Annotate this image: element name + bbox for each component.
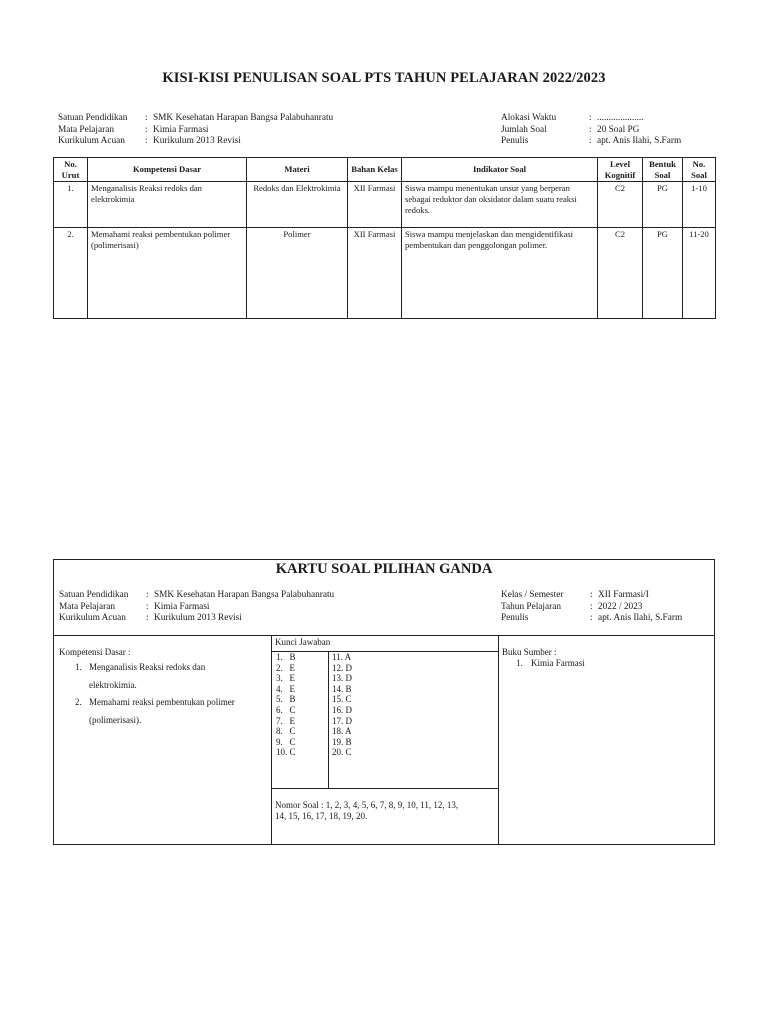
kisi-meta-right: Alokasi Waktu : .................... Jumlah Soal : 20 Soal PG Penulis : apt. Anis Ilahi, S.Farm (501, 113, 682, 146)
column-header: Bentuk Soal (643, 158, 683, 182)
meta-label: Penulis (501, 613, 529, 623)
kunci-right-column (332, 652, 352, 758)
meta-value: SMK Kesehatan Harapan Bangsa Palabuhanratu (153, 113, 334, 123)
answer-item: 10. C (276, 747, 296, 758)
nomor-soal: 1-10 (683, 182, 716, 228)
meta-value: SMK Kesehatan Harapan Bangsa Palabuhanratu (154, 590, 335, 600)
answer-item: 14. B (332, 683, 352, 694)
table-row (54, 182, 716, 228)
meta-value: apt. Anis Ilahi, S.Farm (598, 613, 683, 623)
answer-item: 15. C (332, 694, 352, 705)
kelas: XII Farmasi (348, 228, 402, 319)
list-item (75, 694, 264, 712)
answer-item: 4. E (276, 683, 295, 694)
item-text: Memahami reaksi pembentukan polimer (89, 697, 235, 707)
column-header: Indikator Soal (402, 158, 598, 182)
meta-label: Tahun Pelajaran (501, 601, 562, 612)
materi: Polimer (247, 228, 348, 319)
item-number (75, 712, 89, 730)
buku-sumber-section (502, 647, 585, 669)
kompetensi-dasar: Menganalisis Reaksi redoks dan elektrokimia (88, 182, 247, 228)
kd-heading: Kompetensi Dasar : (59, 647, 131, 657)
kartu-title: KARTU SOAL PILIHAN GANDA (275, 561, 493, 577)
answer-item: 9. C (276, 736, 296, 747)
kelas: XII Farmasi (348, 182, 402, 228)
meta-label: Mata Pelajaran (59, 601, 116, 612)
item-text: Kimia Farmasi (531, 658, 585, 668)
kunci-left-column (276, 652, 296, 758)
item-number: 1. (516, 658, 523, 668)
item-text: (polimerisasi). (89, 714, 142, 725)
bentuk-soal: PG (643, 228, 683, 319)
meta-value: Kurikulum 2013 Revisi (154, 613, 242, 623)
answer-item: 20. C (332, 747, 352, 758)
list-item (75, 659, 264, 677)
buku-heading: Buku Sumber : (502, 647, 557, 657)
answer-item: 3. E (276, 673, 295, 684)
list-item (75, 677, 264, 695)
meta-value: 2022 / 2023 (598, 601, 643, 612)
column-header: Bahan Kelas (348, 158, 402, 182)
meta-label: Alokasi Waktu (501, 113, 557, 123)
divider (54, 635, 714, 636)
indikator-soal: Siswa mampu menjelaskan dan mengidentifikasi pembentukan dan penggolongan polimer. (402, 228, 598, 319)
meta-value: .................... (597, 113, 644, 123)
list-item (75, 712, 264, 730)
kisi-meta-left: Satuan Pendidikan : SMK Kesehatan Harapan Bangsa Palabuhanratu Mata Pelajaran : Kimia Farmasi Kurikulum Acuan : Kurikulum 2013 Revisi (58, 113, 334, 146)
table-header-row (54, 158, 716, 182)
meta-label: Satuan Pendidikan (59, 590, 129, 600)
indikator-soal: Siswa mampu menentukan unsur yang berperan sebagai reduktor dan oksidator dalam suatu reaksi redoks. (402, 182, 598, 228)
answer-item: 8. C (276, 726, 296, 737)
meta-label: Jumlah Soal (501, 124, 547, 135)
divider (498, 635, 499, 844)
answer-item: 1. B (276, 652, 296, 662)
column-header: Level Kognitif (598, 158, 643, 182)
kisi-table (53, 157, 716, 319)
item-text: Menganalisis Reaksi redoks dan (89, 662, 206, 672)
level-kognitif: C2 (598, 228, 643, 319)
level-kognitif: C2 (598, 182, 643, 228)
column-header: No. Urut (54, 158, 88, 182)
kunci-heading: Kunci Jawaban (275, 637, 331, 647)
kartu-meta-right: Kelas / Semester : XII Farmasi/I Tahun Pelajaran : 2022 / 2023 Penulis : apt. Anis Ilahi, S.Farm (501, 590, 683, 623)
answer-item: 12. D (332, 662, 352, 673)
kompetensi-dasar-section (59, 647, 264, 729)
answer-item: 2. E (276, 662, 295, 673)
list-item (516, 658, 585, 669)
meta-value: Kimia Farmasi (154, 601, 210, 612)
table-row (54, 228, 716, 319)
meta-label: Kurikulum Acuan (59, 613, 126, 623)
meta-label: Kurikulum Acuan (58, 136, 125, 146)
kompetensi-dasar: Memahami reaksi pembentukan polimer (polimerisasi) (88, 228, 247, 319)
divider (328, 652, 329, 788)
meta-value: Kimia Farmasi (153, 124, 209, 135)
kartu-meta-left: Satuan Pendidikan : SMK Kesehatan Harapan Bangsa Palabuhanratu Mata Pelajaran : Kimia Farmasi Kurikulum Acuan : Kurikulum 2013 Revisi (59, 590, 335, 623)
answer-item: 19. B (332, 736, 352, 747)
nomor-soal-line: Nomor Soal : 1, 2, 3, 4, 5, 6, 7, 8, 9, 10, 11, 12, 13, (275, 800, 459, 810)
answer-item: 16. D (332, 704, 352, 715)
column-header: No. Soal (683, 158, 716, 182)
nomor-soal-section (275, 800, 495, 822)
kartu-soal-card (53, 559, 715, 845)
meta-label: Penulis (501, 136, 529, 146)
column-header: Materi (247, 158, 348, 182)
bentuk-soal: PG (643, 182, 683, 228)
meta-label: Kelas / Semester (501, 590, 564, 600)
kd-list (75, 659, 264, 729)
item-number: 2. (75, 697, 82, 707)
meta-label: Satuan Pendidikan (58, 113, 128, 123)
meta-value: apt. Anis Ilahi, S.Farm (597, 136, 682, 146)
answer-item: 6. C (276, 704, 296, 715)
kisi-title: KISI-KISI PENULISAN SOAL PTS TAHUN PELAJARAN 2022/2023 (162, 70, 606, 86)
answer-item: 17. D (332, 715, 352, 726)
item-number (75, 677, 89, 695)
row-number: 2. (54, 228, 88, 319)
kunci-jawaban-box (272, 651, 498, 789)
row-number: 1. (54, 182, 88, 228)
item-number: 1. (75, 662, 82, 672)
answer-item: 18. A (332, 726, 352, 737)
answer-item: 5. B (276, 694, 296, 705)
materi: Redoks dan Elektrokimia (247, 182, 348, 228)
meta-value: XII Farmasi/I (598, 590, 649, 600)
answer-item: 13. D (332, 673, 352, 684)
meta-value: Kurikulum 2013 Revisi (153, 136, 241, 146)
item-text: elektrokimia. (89, 679, 137, 690)
column-header: Kompetensi Dasar (88, 158, 247, 182)
meta-value: 20 Soal PG (597, 124, 640, 135)
nomor-soal-line: 14, 15, 16, 17, 18, 19, 20. (275, 811, 368, 821)
answer-item: 11. A (332, 652, 352, 662)
meta-label: Mata Pelajaran (58, 124, 115, 135)
nomor-soal: 11-20 (683, 228, 716, 319)
answer-item: 7. E (276, 715, 295, 726)
